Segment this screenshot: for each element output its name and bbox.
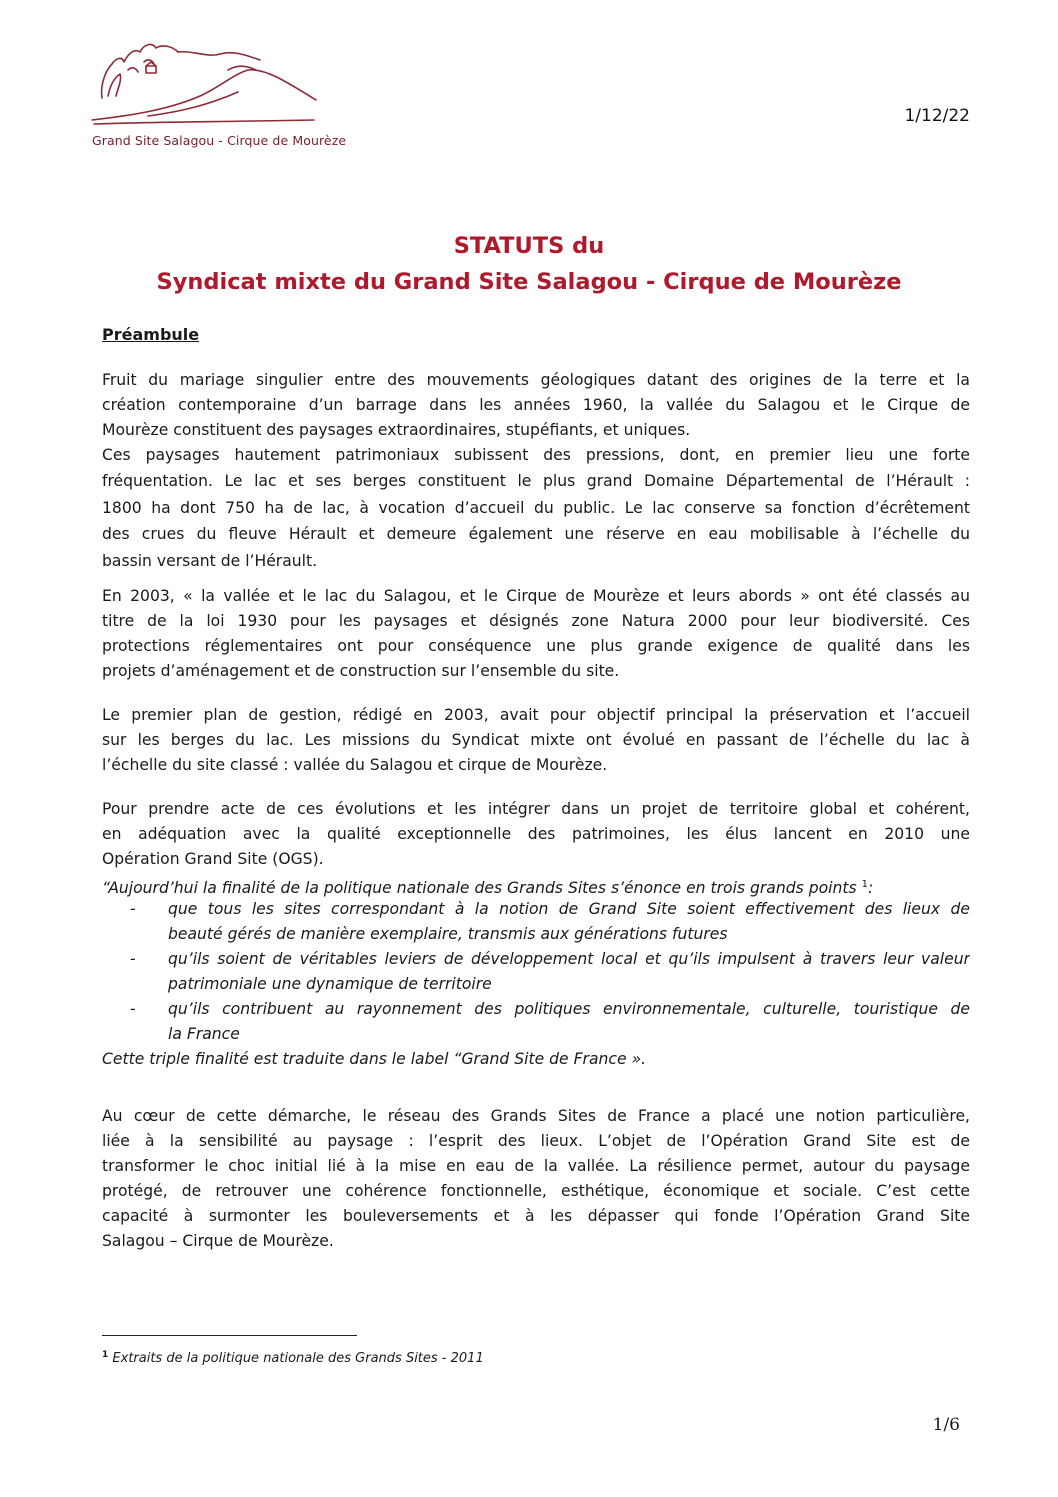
bullet-item-3-line-2: la France (168, 1025, 240, 1043)
text-line: l’échelle du site classé : vallée du Salagou et cirque de Mourèze. (102, 756, 608, 774)
text-line: protégé, de retrouver une cohérence fonctionnelle, esthétique, économique et sociale. C’est cette (102, 1182, 970, 1200)
footnote-ref[interactable]: 1 (861, 879, 868, 890)
paragraph-5 (102, 1104, 970, 1254)
quote-intro (102, 872, 970, 897)
bullet-item-1-line-1 (102, 897, 970, 922)
quote-intro-text: “Aujourd’hui la finalité de la politique nationale des Grands Sites s’énonce en trois grands points (102, 879, 857, 897)
logo-caption: Grand Site Salagou - Cirque de Mourèze (92, 133, 347, 148)
text-line: liée à la sensibilité au paysage : l’esprit des lieux. L’objet de l’Opération Grand Site est de (102, 1132, 970, 1150)
text-line: des crues du fleuve Hérault et demeure également une réserve en eau mobilisable à l’échelle du (102, 525, 970, 543)
text-line: sur les berges du lac. Les missions du Syndicat mixte ont évolué en passant de l’échelle du lac à (102, 731, 970, 749)
footnote (102, 1350, 484, 1366)
section-heading: Préambule (102, 325, 200, 344)
bullet-item-2-line-1 (102, 947, 970, 972)
document-title-line-2: Syndicat mixte du Grand Site Salagou - Cirque de Mourèze (156, 269, 902, 295)
bullet-text: que tous les sites correspondant à la notion de Grand Site soient effectivement des lieux de (168, 900, 970, 918)
paragraph-3 (102, 703, 970, 778)
footnote-divider (102, 1335, 357, 1336)
bullet-item-3-line-1 (102, 997, 970, 1022)
bullet-dash: - (130, 1000, 136, 1018)
text-line: Le premier plan de gestion, rédigé en 2003, avait pour objectif principal la préservation et l’accueil (102, 706, 970, 724)
page-number: 1/6 (932, 1415, 960, 1435)
text-line: Pour prendre acte de ces évolutions et les intégrer dans un projet de territoire global et cohérent, (102, 800, 970, 818)
text-line: en adéquation avec la qualité exceptionnelle des patrimoines, les élus lancent en 2010 une (102, 825, 970, 843)
text-line: 1800 ha dont 750 ha de lac, à vocation d’accueil du public. Le lac conserve sa fonction d’écrêtement (102, 498, 970, 517)
text-line: transformer le choc initial lié à la mise en eau de la vallée. La résilience permet, autour du paysage (102, 1157, 970, 1175)
quote-colon: : (867, 879, 874, 897)
text-line: Opération Grand Site (OGS). (102, 850, 324, 868)
paragraph-4 (102, 797, 970, 1072)
bullet-text: qu’ils soient de véritables leviers de développement local et qu’ils impulsent à travers leur valeur (168, 950, 970, 968)
text-line: capacité à surmonter les bouleversements et à les dépasser qui fonde l’Opération Grand Site (102, 1207, 970, 1225)
text-line: Fruit du mariage singulier entre des mouvements géologiques datant des origines de la terre et la (102, 371, 970, 389)
bullet-dash: - (130, 950, 136, 968)
document-date: 1/12/22 (904, 106, 970, 126)
footnote-marker: 1 (102, 1350, 109, 1360)
landscape-logo-icon (88, 40, 320, 132)
text-line: création contemporaine d’un barrage dans les années 1960, la vallée du Salagou et le Cirque de (102, 396, 970, 414)
text-line: projets d’aménagement et de construction sur l’ensemble du site. (102, 662, 620, 680)
bullet-item-1-line-2: beauté gérés de manière exemplaire, transmis aux générations futures (168, 925, 728, 943)
paragraph-1 (102, 368, 970, 574)
text-line: protections réglementaires ont pour conséquence une plus grande exigence de qualité dans les (102, 637, 970, 655)
text-line: bassin versant de l’Hérault. (102, 551, 318, 570)
quote-outro: Cette triple finalité est traduite dans le label “Grand Site de France ». (102, 1050, 647, 1068)
text-line: En 2003, « la vallée et le lac du Salagou, et le Cirque de Mourèze et leurs abords » ont été classés au (102, 587, 970, 605)
document-title-line-1: STATUTS du (453, 233, 605, 259)
bullet-item-2-line-2: patrimoniale une dynamique de territoire (168, 975, 492, 993)
text-line: fréquentation. Le lac et ses berges constituent le plus grand Domaine Départemental de l’Hérault : (102, 472, 970, 490)
text-line: titre de la loi 1930 pour les paysages et désignés zone Natura 2000 pour leur biodiversité. Ces (102, 612, 970, 630)
bullet-dash: - (130, 900, 136, 918)
text-line: Au cœur de cette démarche, le réseau des Grands Sites de France a placé une notion particulière, (102, 1107, 970, 1125)
paragraph-2 (102, 584, 970, 684)
text-line: Mourèze constituent des paysages extraordinaires, stupéfiants, et uniques. (102, 421, 691, 439)
text-line: Salagou – Cirque de Mourèze. (102, 1232, 334, 1250)
bullet-text: qu’ils contribuent au rayonnement des politiques environnementale, culturelle, touristique de (168, 1000, 970, 1018)
site-logo (88, 40, 347, 152)
text-line: Ces paysages hautement patrimoniaux subissent des pressions, dont, en premier lieu une forte (102, 446, 970, 464)
footnote-text: Extraits de la politique nationale des Grands Sites - 2011 (112, 1351, 484, 1366)
